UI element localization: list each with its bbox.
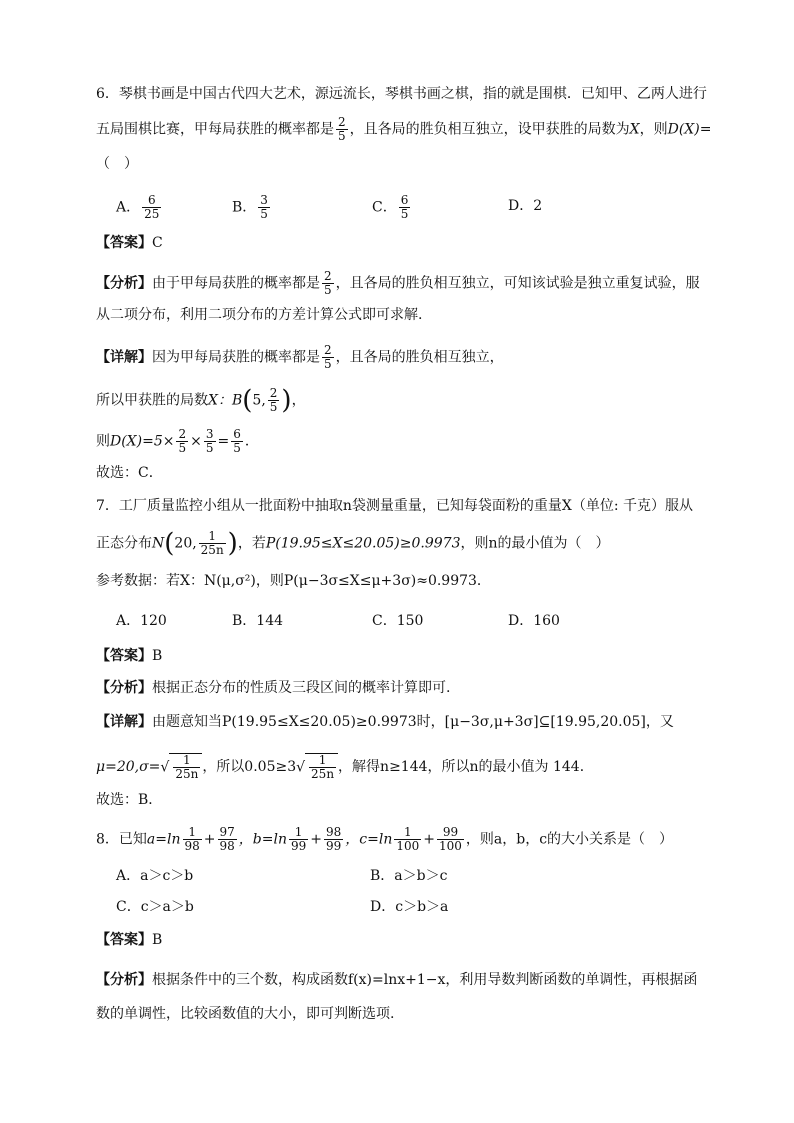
- q7-detail-line1: 【详解】由题意知当P(19.95≤X≤20.05)≥0.9973时，[μ−3σ,μ+3σ]⊆[19.95,20.05]，又: [96, 714, 674, 730]
- answer-tag: 【答案】: [96, 648, 152, 664]
- q6-stem-text2: ，且各局的胜负相互独立，设甲获胜的局数为: [349, 121, 630, 138]
- q6-answer: [96, 233, 163, 253]
- q7-option-c[interactable]: C．150: [372, 613, 424, 629]
- q6-stem-line3: （ ）: [96, 156, 138, 172]
- q8-analysis-line2: 数的单调性，比较函数值的大小，即可判断选项.: [96, 1006, 395, 1022]
- q6-option-d[interactable]: D．2: [508, 198, 543, 214]
- analysis-tag: 【分析】: [96, 972, 152, 988]
- q8-analysis-line1: 【分析】根据条件中的三个数，构成函数f(x)=lnx+1−x，利用导数判断函数的单调性，再根据函: [96, 972, 698, 988]
- answer-tag: 【答案】: [96, 235, 152, 251]
- q7-option-d[interactable]: D．160: [508, 613, 560, 629]
- q8-option-d[interactable]: D．c＞b＞a: [370, 899, 449, 915]
- q6-variance-expr: D(X)=: [667, 121, 712, 138]
- q6-option-b[interactable]: B． $\frac{3}{5}$: [232, 193, 268, 221]
- q6-detail-line2: 所以甲获胜的局数X：B(5, $\frac{2}{5}$ )，: [96, 385, 306, 416]
- q8-answer: [96, 930, 162, 950]
- q7-answer: [96, 646, 162, 666]
- q6-detail-line3: 则D(X)=5× $\frac{2}{5}$ × $\frac{3}{5}$ = $\frac{6}{5}$ ．: [96, 427, 259, 455]
- detail-tag: 【详解】: [96, 714, 152, 730]
- answer-tag: 【答案】: [96, 932, 152, 948]
- q7-choose: 故选：B．: [96, 792, 163, 808]
- q6-stem-line1: 6．琴棋书画是中国古代四大艺术，源远流长，琴棋书画之棋，指的就是围棋．已知甲、乙两人进行: [96, 86, 707, 102]
- q8-option-a[interactable]: A．a＞c＞b: [116, 868, 194, 884]
- q7-analysis: 【分析】根据正态分布的性质及三段区间的概率计算即可.: [96, 680, 451, 696]
- q8-option-c[interactable]: C．c＞a＞b: [116, 899, 194, 915]
- q6-choose: 故选：C．: [96, 465, 163, 481]
- analysis-tag: 【分析】: [96, 275, 152, 292]
- q7-stem-line2: 正态分布N(20, $\frac{1}{25n}$ )，若P(19.95≤X≤20.05)≥0.9973，则n的最小值为（ ）: [96, 528, 610, 559]
- q6-option-a[interactable]: A． $\frac{6}{25}$: [116, 193, 160, 221]
- q6-detail-line1: 【详解】因为甲每局获胜的概率都是 $\frac{2}{5}$ ，且各局的胜负相互独立，: [96, 343, 504, 371]
- analysis-tag: 【分析】: [96, 680, 152, 696]
- q7-option-b[interactable]: B．144: [232, 613, 284, 629]
- q6-var: X: [629, 121, 640, 138]
- q6-option-c[interactable]: C． $\frac{6}{5}$: [372, 193, 409, 221]
- answer-value: B: [152, 648, 163, 664]
- q7-reference: 参考数据：若X：N(μ,σ²)，则P(μ−3σ≤X≤μ+3σ)≈0.9973．: [96, 573, 491, 589]
- q7-detail-line2: μ=20,σ=√ $\frac{1}{25n}$ ，所以0.05≥3√ $\frac{1}{25n}$ ，解得n≥144，所以n的最小值为 144．: [96, 753, 594, 781]
- q7-stem-line1: 7．工厂质量监控小组从一批面粉中抽取n袋测量重量，已知每袋面粉的重量X（单位: 千克）服从: [96, 498, 694, 514]
- q7-option-a[interactable]: A．120: [116, 613, 167, 629]
- q6-stem-line2: [96, 116, 711, 143]
- q6-stem-text3: ，则: [639, 121, 668, 138]
- q8-option-b[interactable]: B．a＞b＞c: [370, 868, 448, 884]
- q6-analysis-line1: 【分析】由于甲每局获胜的概率都是 $\frac{2}{5}$ ，且各局的胜负相互独立，可知该试验是独立重复试验，服: [96, 269, 700, 297]
- q6-analysis-line2: 从二项分布，利用二项分布的方差计算公式即可求解.: [96, 307, 423, 323]
- q6-stem-text: 五局围棋比赛，甲每局获胜的概率都是: [96, 121, 334, 138]
- answer-value: B: [152, 932, 163, 948]
- answer-value: C: [152, 235, 163, 251]
- q6-prob-fraction: $\frac{2}{5}$: [338, 115, 346, 143]
- q8-stem-line1: 8．已知a=ln $\frac{1}{98}$ + $\frac{97}{98}$ ，b=ln $\frac{1}{99}$ + $\frac{98}{99}$ ，c=ln $\frac{1}{100}$ + $\frac{99}{100}$ ，则a，b，c的大小关系是（ ）: [96, 825, 674, 853]
- detail-tag: 【详解】: [96, 349, 152, 366]
